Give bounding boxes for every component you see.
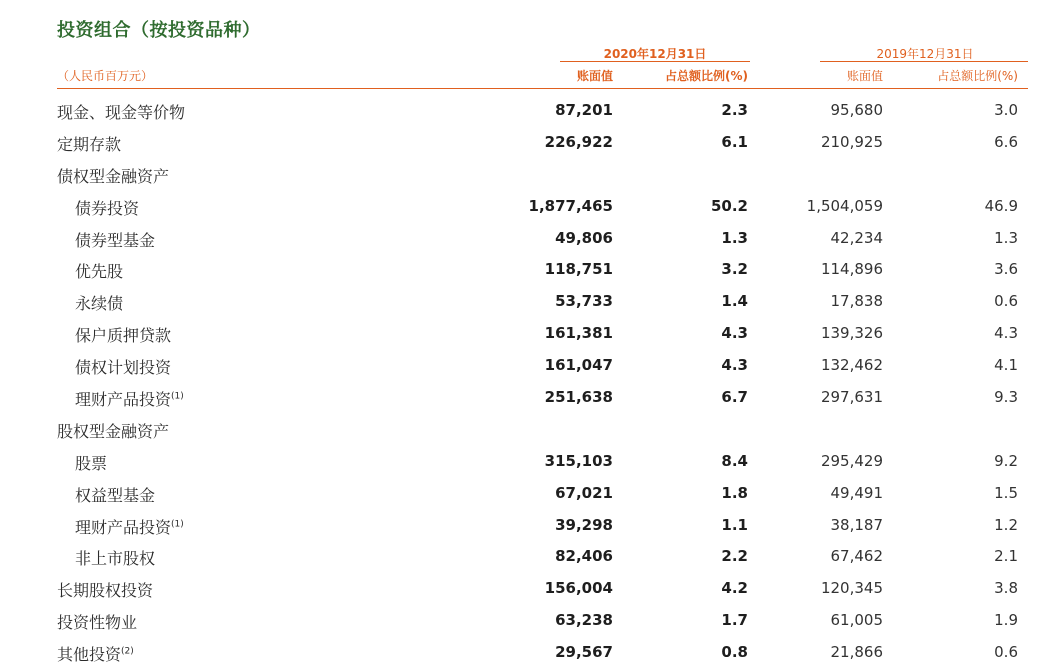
row-label-text: 债权型金融资产 [57,166,170,186]
row-label-text: 股票 [75,453,108,473]
col-header-book-value-2019: 账面值 [846,69,883,83]
cell-share-2020: 1.3 [721,228,748,247]
cell-book-value-2020: 118,751 [544,260,613,279]
row-label [75,291,123,314]
table-row [0,381,1059,413]
cell-share-2020: 2.2 [721,547,748,566]
cell-share-2019: 2.1 [994,547,1018,566]
year-2020-underline [560,61,750,62]
row-label [75,228,155,251]
cell-share-2019: 6.6 [994,132,1018,151]
cell-book-value-2019: 38,187 [830,515,883,534]
row-label-text: 永续债 [75,294,124,314]
table-row [0,572,1059,604]
cell-book-value-2019: 210,925 [820,132,883,151]
cell-book-value-2020: 156,004 [544,579,613,598]
cell-book-value-2019: 295,429 [820,451,883,470]
table-row [0,158,1059,190]
row-label [57,132,121,155]
table-row [0,540,1059,572]
row-label-text: 债权计划投资 [75,358,172,378]
unit-label: （人民币百万元） [57,69,154,83]
cell-book-value-2019: 17,838 [830,292,883,311]
cell-share-2020: 6.1 [721,132,748,151]
table-row [0,445,1059,477]
cell-book-value-2019: 21,866 [830,643,883,662]
cell-share-2019: 4.1 [994,356,1018,375]
footnote-marker: (1) [171,391,184,402]
cell-share-2020: 4.3 [721,356,748,375]
cell-share-2020: 2.3 [721,101,748,119]
cell-share-2020: 0.8 [721,643,748,662]
table-row [0,253,1059,285]
footnote-marker: (1) [171,519,184,530]
cell-share-2019: 1.9 [994,611,1018,630]
table-row [0,413,1059,445]
cell-share-2020: 1.1 [721,515,748,534]
cell-book-value-2019: 1,504,059 [806,196,883,215]
row-label [75,196,139,219]
cell-book-value-2020: 161,047 [544,356,613,375]
cell-share-2020: 4.2 [721,579,748,598]
row-label-text: 现金、现金等价物 [57,103,186,122]
cell-book-value-2020: 315,103 [544,451,613,470]
col-header-share-2019: 占总额比例(%) [937,69,1018,83]
cell-share-2019: 3.6 [994,260,1018,279]
cell-book-value-2020: 67,021 [555,483,613,502]
cell-share-2019: 1.2 [994,515,1018,534]
cell-book-value-2020: 63,238 [555,611,613,630]
table-row [0,604,1059,636]
table-title: 投资组合（按投资品种） [57,20,261,41]
cell-share-2019: 4.3 [994,324,1018,343]
row-label-text: 债券型基金 [75,230,156,250]
row-label-text: 债券投资 [75,198,140,218]
table-row [0,509,1059,541]
row-label [57,578,153,601]
table-row [0,285,1059,317]
cell-book-value-2019: 61,005 [830,611,883,630]
cell-book-value-2020: 82,406 [555,547,613,566]
cell-book-value-2020: 53,733 [555,292,613,311]
cell-share-2019: 1.5 [994,483,1018,502]
cell-share-2020: 6.7 [721,388,748,407]
row-label-text: 长期股权投资 [57,581,154,601]
year-2019-header: 2019年12月31日 [876,47,974,61]
cell-book-value-2019: 139,326 [820,324,883,343]
row-label [75,259,123,282]
cell-share-2020: 3.2 [721,260,748,279]
cell-book-value-2020: 1,877,465 [528,196,613,215]
row-label-text: 权益型基金 [75,485,156,505]
year-2020-header: 2020年12月31日 [603,47,707,61]
row-label-text: 优先股 [75,262,124,282]
cell-book-value-2019: 297,631 [820,388,883,407]
cell-share-2019: 9.3 [994,388,1018,407]
table-row [0,94,1059,126]
cell-share-2019: 1.3 [994,228,1018,247]
row-label-text: 其他投资 [57,645,122,665]
row-label [57,419,169,442]
cell-book-value-2020: 49,806 [555,228,613,247]
cell-book-value-2019: 67,462 [830,547,883,566]
cell-book-value-2019: 132,462 [820,356,883,375]
row-label [57,642,134,665]
cell-share-2020: 8.4 [721,451,748,470]
cell-book-value-2019: 95,680 [830,101,883,119]
cell-share-2020: 1.8 [721,483,748,502]
row-label [75,387,184,410]
cell-share-2020: 50.2 [710,196,748,215]
footnote-marker: (2) [121,646,134,657]
row-label [57,100,185,123]
table-row [0,190,1059,222]
row-label-text: 理财产品投资 [75,390,172,410]
row-label-text: 非上市股权 [75,549,156,569]
table-row [0,222,1059,254]
cell-share-2020: 4.3 [721,324,748,343]
header-divider [57,88,1028,89]
col-header-book-value-2020: 账面值 [576,69,613,83]
row-label-text: 投资性物业 [57,613,138,633]
row-label-text: 股权型金融资产 [57,421,170,441]
table-row [0,317,1059,349]
row-label [75,355,171,378]
cell-share-2019: 3.0 [994,101,1018,119]
cell-share-2019: 3.8 [994,579,1018,598]
row-label [75,515,184,538]
row-label [75,451,107,474]
cell-book-value-2020: 87,201 [555,101,613,119]
row-label [75,483,155,506]
cell-share-2019: 9.2 [994,451,1018,470]
row-label-text: 保户质押贷款 [75,326,172,346]
year-2019-underline [820,61,1028,62]
row-label [57,610,137,633]
row-label [75,546,155,569]
cell-book-value-2020: 29,567 [555,643,613,662]
cell-share-2019: 46.9 [984,196,1018,215]
table-row [0,477,1059,509]
table-row [0,349,1059,381]
cell-share-2020: 1.7 [721,611,748,630]
cell-book-value-2019: 114,896 [820,260,883,279]
row-label-text: 定期存款 [57,134,122,154]
cell-share-2020: 1.4 [721,292,748,311]
row-label [57,164,169,187]
row-label-text: 理财产品投资 [75,517,172,537]
row-label [75,323,171,346]
cell-book-value-2020: 39,298 [555,515,613,534]
col-header-share-2020: 占总额比例(%) [665,69,748,83]
table-row [0,126,1059,158]
cell-book-value-2020: 226,922 [544,132,613,151]
cell-book-value-2019: 49,491 [830,483,883,502]
cell-share-2019: 0.6 [994,292,1018,311]
table-body [0,94,1059,668]
cell-book-value-2020: 251,638 [544,388,613,407]
cell-book-value-2020: 161,381 [544,324,613,343]
cell-book-value-2019: 120,345 [820,579,883,598]
cell-share-2019: 0.6 [994,643,1018,662]
table-row [0,636,1059,668]
cell-book-value-2019: 42,234 [830,228,883,247]
